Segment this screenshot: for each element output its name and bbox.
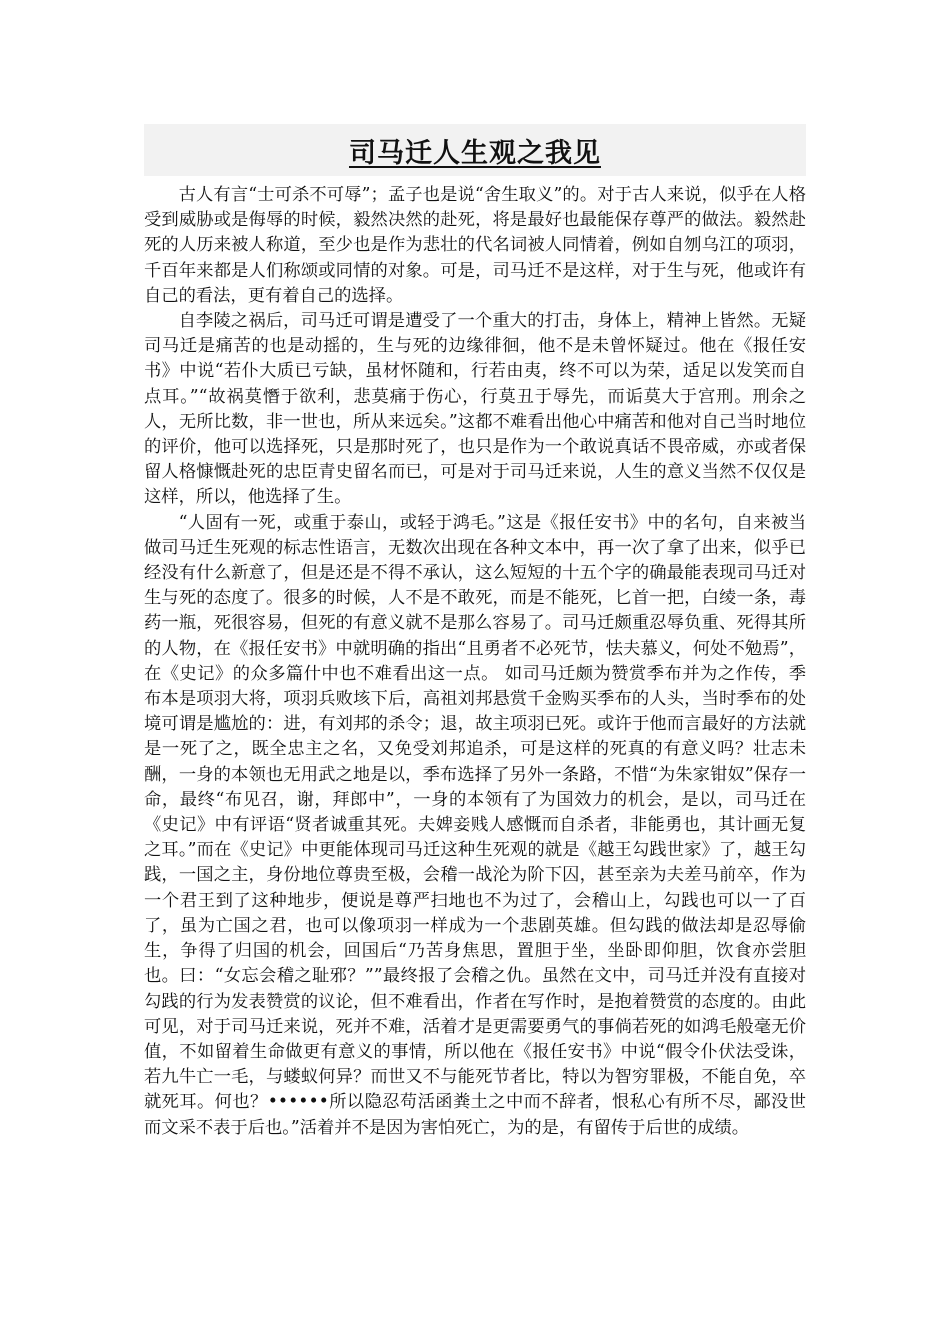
document-title: 司马迁人生观之我见 [349, 137, 601, 169]
document-body [144, 183, 806, 1141]
paragraph-1: 古人有言“士可杀不可辱”；孟子也是说“舍生取义”的。对于古人来说，似乎在人格受到威胁或是侮辱的时候，毅然决然的赴死，将是最好也最能保存尊严的做法。毅然赴死的人历来被人称道，至少也是作为悲壮的代名词被人同情着，例如自刎乌江的项羽，千百年来都是人们称颂或同情的对象。可是，司马迁不是这样，对于生与死，他或许有自己的看法，更有着自己的选择。 [144, 185, 806, 306]
paragraph-2: 自李陵之祸后，司马迁可谓是遭受了一个重大的打击，身体上，精神上皆然。无疑司马迁是痛苦的也是动摇的，生与死的边缘徘徊，他不是未曾怀疑过。他在《报任安书》中说“若仆大质已亏缺，虽材怀随和，行若由夷，终不可以为荣，适足以发笑而自点耳。”“故祸莫憯于欲利，悲莫痛于伤心，行莫丑于辱先，而诟莫大于宫刑。刑余之人，无所比数，非一世也，所从来远矣。”这都不难看出他心中痛苦和他对自己当时地位的评价，他可以选择死，只是那时死了，也只是作为一个敢说真话不畏帝威，亦或者保留人格慷慨赴死的忠臣青史留名而已，可是对于司马迁来说，人生的意义当然不仅仅是这样，所以，他选择了生。 [144, 311, 806, 508]
title-banner [144, 124, 806, 176]
paragraph-3: “人固有一死，或重于泰山，或轻于鸿毛。”这是《报任安书》中的名句，自来被当做司马迁生死观的标志性语言，无数次出现在各种文本中，再一次了拿了出来，似乎已经没有什么新意了，但是还是不得不承认，这么短短的十五个字的确最能表现司马迁对生与死的态度了。很多的时候，人不是不敢死，而是不能死，匕首一把，白绫一条，毒药一瓶，死很容易，但死的有意义就不是那么容易了。司马迁颇重忍辱负重、死得其所的人物，在《报任安书》中就明确的指出“且勇者不必死节，怯夫慕义，何处不勉焉”，在《史记》的众多篇什中也不难看出这一点。 如司马迁颇为赞赏季布并为之作传，季布本是项羽大将，项羽兵败垓下后，高祖刘邦悬赏千金购买季布的人头，当时季布的处境可谓是尴尬的：进，有刘邦的杀令；退，故主项羽已死。或许于他而言最好的方法就是一死了之，既全忠主之名，又免受刘邦追杀，可是这样的死真的有意义吗？壮志未酬，一身的本领也无用武之地是以，季布选择了另外一条路，不惜“为朱家钳奴”保存一命，最终“布见召，谢，拜郎中”，一身的本领有了为国效力的机会，是以，司马迁在《史记》中有评语“贤者诚重其死。夫婢妾贱人感慨而自杀者，非能勇也，其计画无复之耳。”而在《史记》中更能体现司马迁这种生死观的就是《越王勾践世家》了，越王勾践，一国之主，身份地位尊贵至极，会稽一战沦为阶下囚，甚至亲为夫差马前卒，作为一个君王到了这种地步，便说是尊严扫地也不为过了，会稽山上，勾践也可以一了百了，虽为亡国之君，也可以像项羽一样成为一个悲剧英雄。但勾践的做法却是忍辱偷生，争得了归国的机会，回国后“乃苦身焦思，置胆于坐，坐卧即仰胆，饮食亦尝胆也。曰：“女忘会稽之耻邪？””最终报了会稽之仇。虽然在文中，司马迁并没有直接对勾践的行为发表赞赏的议论，但不难看出，作者在写作时，是抱着赞赏的态度的。由此可见，对于司马迁来说，死并不难，活着才是更需要勇气的事倘若死的如鸿毛般毫无价值，不如留着生命做更有意义的事情，所以他在《报任安书》中说“假令仆伏法受诛，若九牛亡一毛，与蝼蚁何异？而世又不与能死节者比，特以为智穷罪极，不能自免，卒就死耳。何也？••••••所以隐忍苟活函粪土之中而不辞者，恨私心有所不尽，鄙没世而文采不表于后也。”活着并不是因为害怕死亡，为的是，有留传于后世的成绩。 [144, 512, 806, 1138]
